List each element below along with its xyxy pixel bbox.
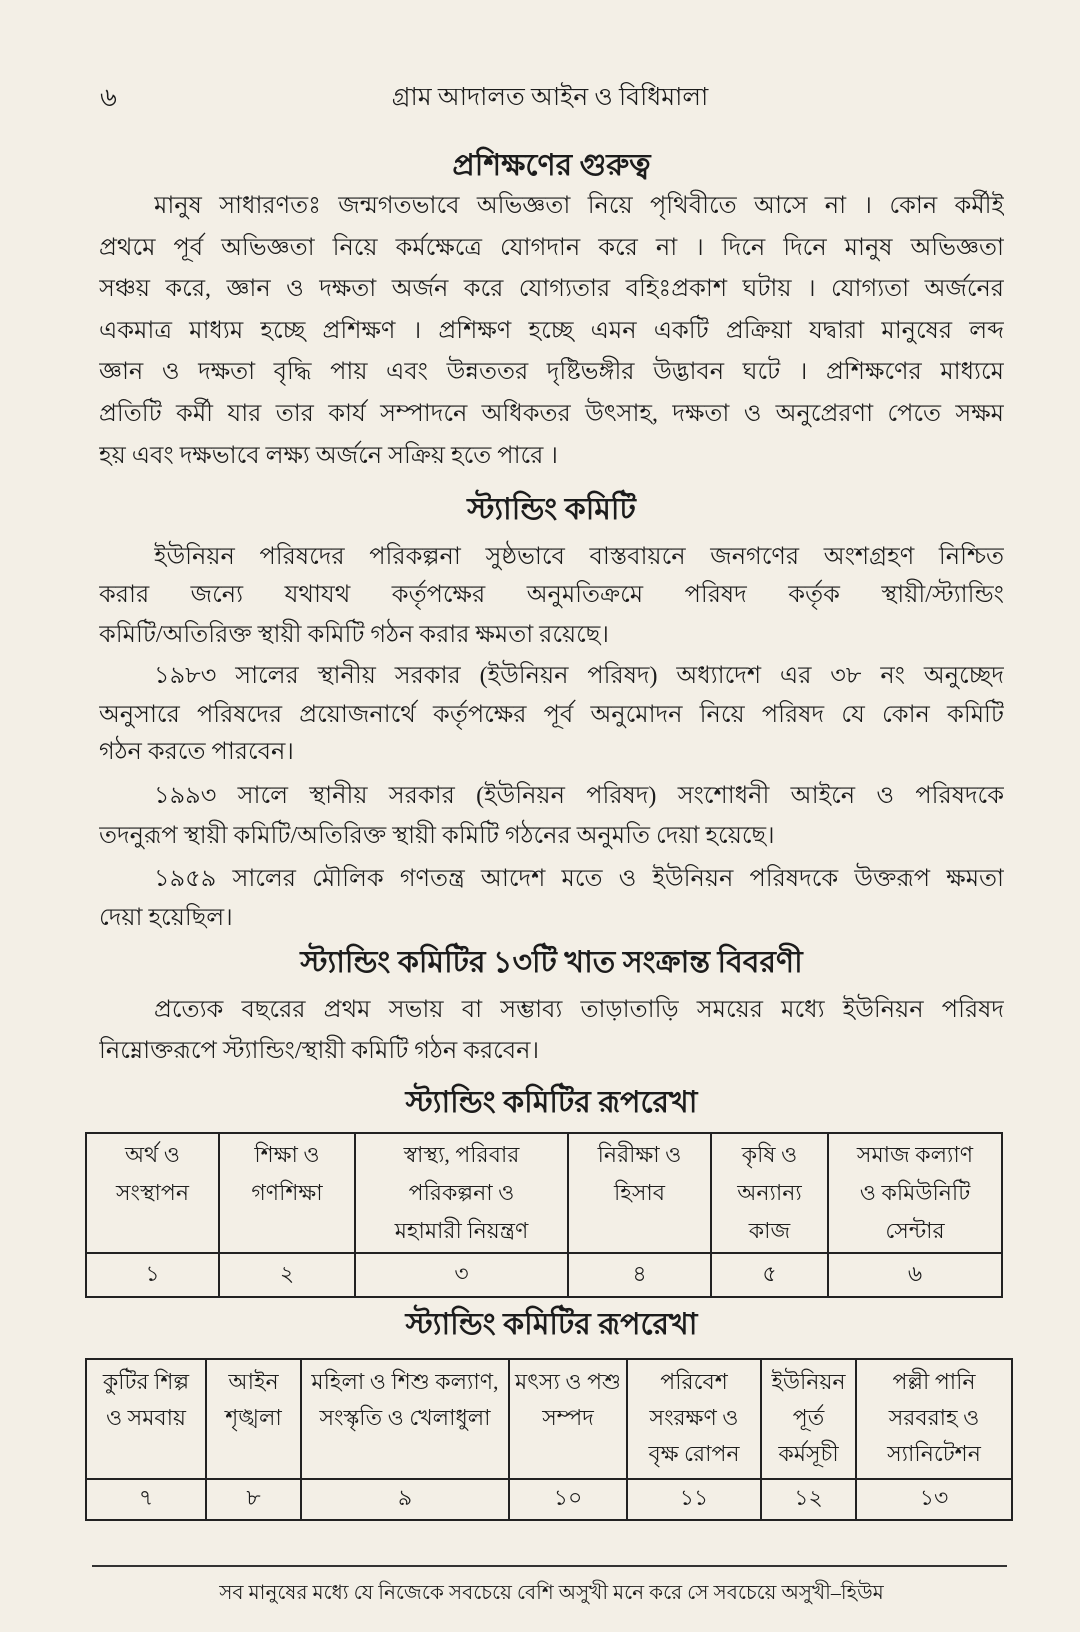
paragraph-line: তদনুরূপ স্থায়ী কমিটি/অতিরিক্ত স্থায়ী কমিটি গঠনের অনুমতি দেয়া হয়েছে। [99, 823, 775, 849]
heading-thirteen-sectors: স্ট্যান্ডিং কমিটির ১৩টি খাত সংক্রান্ত বিবরণী [300, 946, 803, 979]
table-number-cell: ১ [86, 1253, 219, 1297]
paragraph-line: গঠন করতে পারবেন। [99, 739, 294, 765]
table-number-cell: ৬ [828, 1253, 1002, 1297]
table-number-cell: ৫ [711, 1253, 828, 1297]
footer-quote: সব মানুষের মধ্যে যে নিজেকে সবচেয়ে বেশি অসুখী মনে করে সে সবচেয়ে অসুখী–হিউম [219, 1582, 884, 1604]
table-number-cell: ১১ [627, 1479, 761, 1520]
table-header-cell: কুটির শিল্প ও সমবায় [86, 1359, 206, 1479]
table-header-cell: নিরীক্ষা ও হিসাব [568, 1133, 711, 1253]
table-row [86, 1479, 1012, 1520]
paragraph-line: সঞ্চয় করে, জ্ঞান ও দক্ষতা অর্জন করে যোগ্যতার বহিঃপ্রকাশ ঘটায় । যোগ্যতা অর্জনের [99, 276, 1004, 302]
table2-title: স্ট্যান্ডিং কমিটির রূপরেখা [405, 1308, 698, 1341]
table-header-cell: পরিবেশ সংরক্ষণ ও বৃক্ষ রোপন [627, 1359, 761, 1479]
table-header-cell: ইউনিয়ন পূর্ত কর্মসূচী [761, 1359, 856, 1479]
table-header-cell: শিক্ষা ও গণশিক্ষা [219, 1133, 355, 1253]
paragraph-line: জ্ঞান ও দক্ষতা বৃদ্ধি পায় এবং উন্নততর দৃষ্টিভঙ্গীর উদ্ভাবন ঘটে । প্রশিক্ষণের মাধ্যমে [99, 359, 1004, 385]
paragraph-line: কমিটি/অতিরিক্ত স্থায়ী কমিটি গঠন করার ক্ষমতা রয়েছে। [99, 622, 609, 648]
paragraph-line: প্রথমে পূর্ব অভিজ্ঞতা নিয়ে কর্মক্ষেত্রে যোগদান করে না । দিনে দিনে মানুষ অভিজ্ঞতা [99, 235, 1004, 261]
table-row [86, 1253, 1002, 1297]
table-number-cell: ১০ [509, 1479, 627, 1520]
paragraph-line: প্রতিটি কর্মী যার তার কার্য সম্পাদনে অধিকতর উৎসাহ, দক্ষতা ও অনুপ্রেরণা পেতে সক্ষম [99, 401, 1004, 427]
table-number-cell: ১২ [761, 1479, 856, 1520]
paragraph-line: প্রত্যেক বছরের প্রথম সভায় বা সম্ভাব্য তাড়াতাড়ি সময়ের মধ্যে ইউনিয়ন পরিষদ [154, 997, 1004, 1023]
paragraph-line: ১৯৫৯ সালের মৌলিক গণতন্ত্র আদেশ মতে ও ইউনিয়ন পরিষদকে উক্তরূপ ক্ষমতা [154, 866, 1004, 892]
table-header-row [86, 1359, 1012, 1479]
table-number-cell: ৪ [568, 1253, 711, 1297]
table-number-cell: ৯ [301, 1479, 509, 1520]
page-number: ৬ [100, 83, 117, 112]
running-title: গ্রাম আদালত আইন ও বিধিমালা [391, 84, 709, 111]
table-header-cell: স্বাস্থ্য, পরিবার পরিকল্পনা ও মহামারী নিয়ন্ত্রণ [355, 1133, 568, 1253]
table-header-cell: মহিলা ও শিশু কল্যাণ, সংস্কৃতি ও খেলাধুলা [301, 1359, 509, 1479]
paragraph-line: হয় এবং দক্ষভাবে লক্ষ্য অর্জনে সক্রিয় হতে পারে । [99, 443, 558, 469]
table-header-row [86, 1133, 1002, 1253]
heading-standing-committee: স্ট্যান্ডিং কমিটি [467, 493, 636, 526]
committee-outline-table-1 [85, 1132, 1003, 1298]
table-header-cell: অর্থ ও সংস্থাপন [86, 1133, 219, 1253]
paragraph-line: মানুষ সাধারণতঃ জন্মগতভাবে অভিজ্ঞতা নিয়ে পৃথিবীতে আসে না । কোন কর্মীই [154, 193, 1004, 219]
table-header-cell: আইন শৃঙ্খলা [206, 1359, 301, 1479]
committee-outline-table-2 [85, 1358, 1013, 1521]
table-header-cell: মৎস্য ও পশু সম্পদ [509, 1359, 627, 1479]
paragraph-line: ১৯৯৩ সালে স্থানীয় সরকার (ইউনিয়ন পরিষদ) সংশোধনী আইনে ও পরিষদকে [154, 783, 1004, 809]
table-number-cell: ৮ [206, 1479, 301, 1520]
table-number-cell: ২ [219, 1253, 355, 1297]
paragraph-line: নিম্নোক্তরূপে স্ট্যান্ডিং/স্থায়ী কমিটি গঠন করবেন। [99, 1038, 540, 1064]
table-header-cell: কৃষি ও অন্যান্য কাজ [711, 1133, 828, 1253]
table-number-cell: ১৩ [856, 1479, 1012, 1520]
paragraph-line: ইউনিয়ন পরিষদের পরিকল্পনা সুষ্ঠভাবে বাস্তবায়নে জনগণের অংশগ্রহণ নিশ্চিত [154, 544, 1004, 570]
table-header-cell: পল্লী পানি সরবরাহ ও স্যানিটেশন [856, 1359, 1012, 1479]
paragraph-line: ১৯৮৩ সালের স্থানীয় সরকার (ইউনিয়ন পরিষদ) অধ্যাদেশ এর ৩৮ নং অনুচ্ছেদ [154, 663, 1004, 689]
paragraph-line: করার জন্যে যথাযথ কর্তৃপক্ষের অনুমতিক্রমে পরিষদ কর্তৃক স্থায়ী/স্ট্যান্ডিং [99, 582, 1004, 608]
paragraph-line: একমাত্র মাধ্যম হচ্ছে প্রশিক্ষণ । প্রশিক্ষণ হচ্ছে এমন একটি প্রক্রিয়া যদ্বারা মানুষের লব্দ [99, 318, 1004, 344]
heading-training-importance: প্রশিক্ষণের গুরুত্ব [452, 149, 651, 182]
footer-divider [92, 1565, 1007, 1567]
table1-title: স্ট্যান্ডিং কমিটির রূপরেখা [405, 1086, 698, 1119]
table-header-cell: সমাজ কল্যাণ ও কমিউনিটি সেন্টার [828, 1133, 1002, 1253]
table-number-cell: ৩ [355, 1253, 568, 1297]
table-number-cell: ৭ [86, 1479, 206, 1520]
paragraph-line: অনুসারে পরিষদের প্রয়োজনার্থে কর্তৃপক্ষের পূর্ব অনুমোদন নিয়ে পরিষদ যে কোন কমিটি [99, 702, 1004, 728]
paragraph-line: দেয়া হয়েছিল। [99, 905, 233, 931]
